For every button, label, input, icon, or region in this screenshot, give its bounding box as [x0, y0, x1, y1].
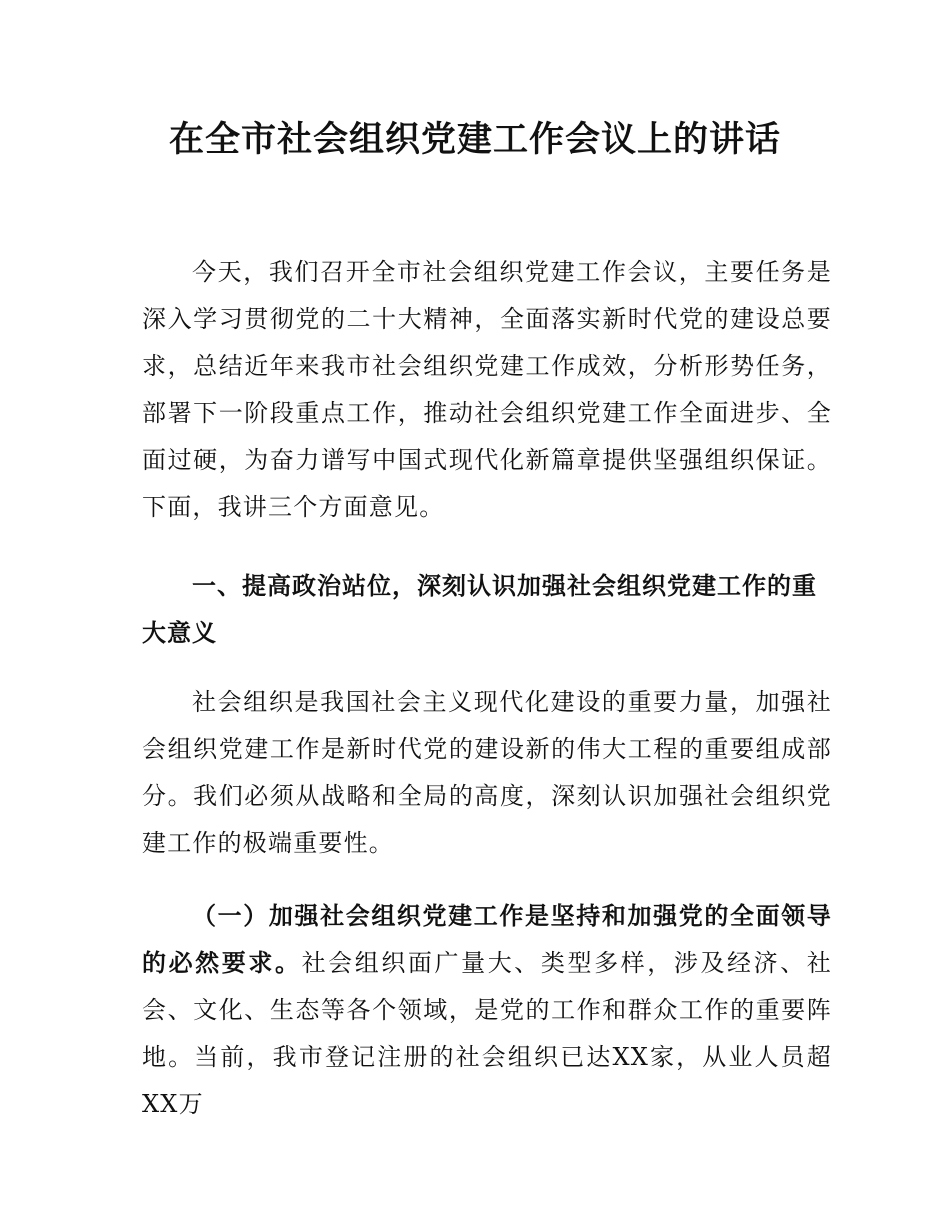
- point-1-paragraph: [142, 893, 832, 1128]
- document-title: 在全市社会组织党建工作会议上的讲话: [168, 120, 781, 160]
- section-1-paragraph: 社会组织是我国社会主义现代化建设的重要力量，加强社会组织党建工作是新时代党的建设新的伟大工程的重要组成部分。我们必须从战略和全局的高度，深刻认识加强社会组织党建工作的极端重要性。: [142, 688, 832, 857]
- intro-paragraph: 今天，我们召开全市社会组织党建工作会议，主要任务是深入学习贯彻党的二十大精神，全面落实新时代党的建设总要求，总结近年来我市社会组织党建工作成效，分析形势任务，部署下一阶段重点工作，推动社会组织党建工作全面进步、全面过硬，为奋力谱写中国式现代化新篇章提供坚强组织保证。下面，我讲三个方面意见。: [142, 258, 832, 521]
- point-1-lead: （一）加强社会组织党建工作是坚持和加强党的全面领导的必然要求。: [142, 902, 832, 977]
- section-heading-1: 一、提高政治站位，深刻认识加强社会组织党建工作的重大意义: [142, 572, 817, 647]
- point-1-body: 社会组织面广量大、类型多样，涉及经济、社会、文化、生态等各个领域，是党的工作和群众工作的重要阵地。当前，我市登记注册的社会组织已达XX家，从业人员超XX万: [142, 949, 833, 1118]
